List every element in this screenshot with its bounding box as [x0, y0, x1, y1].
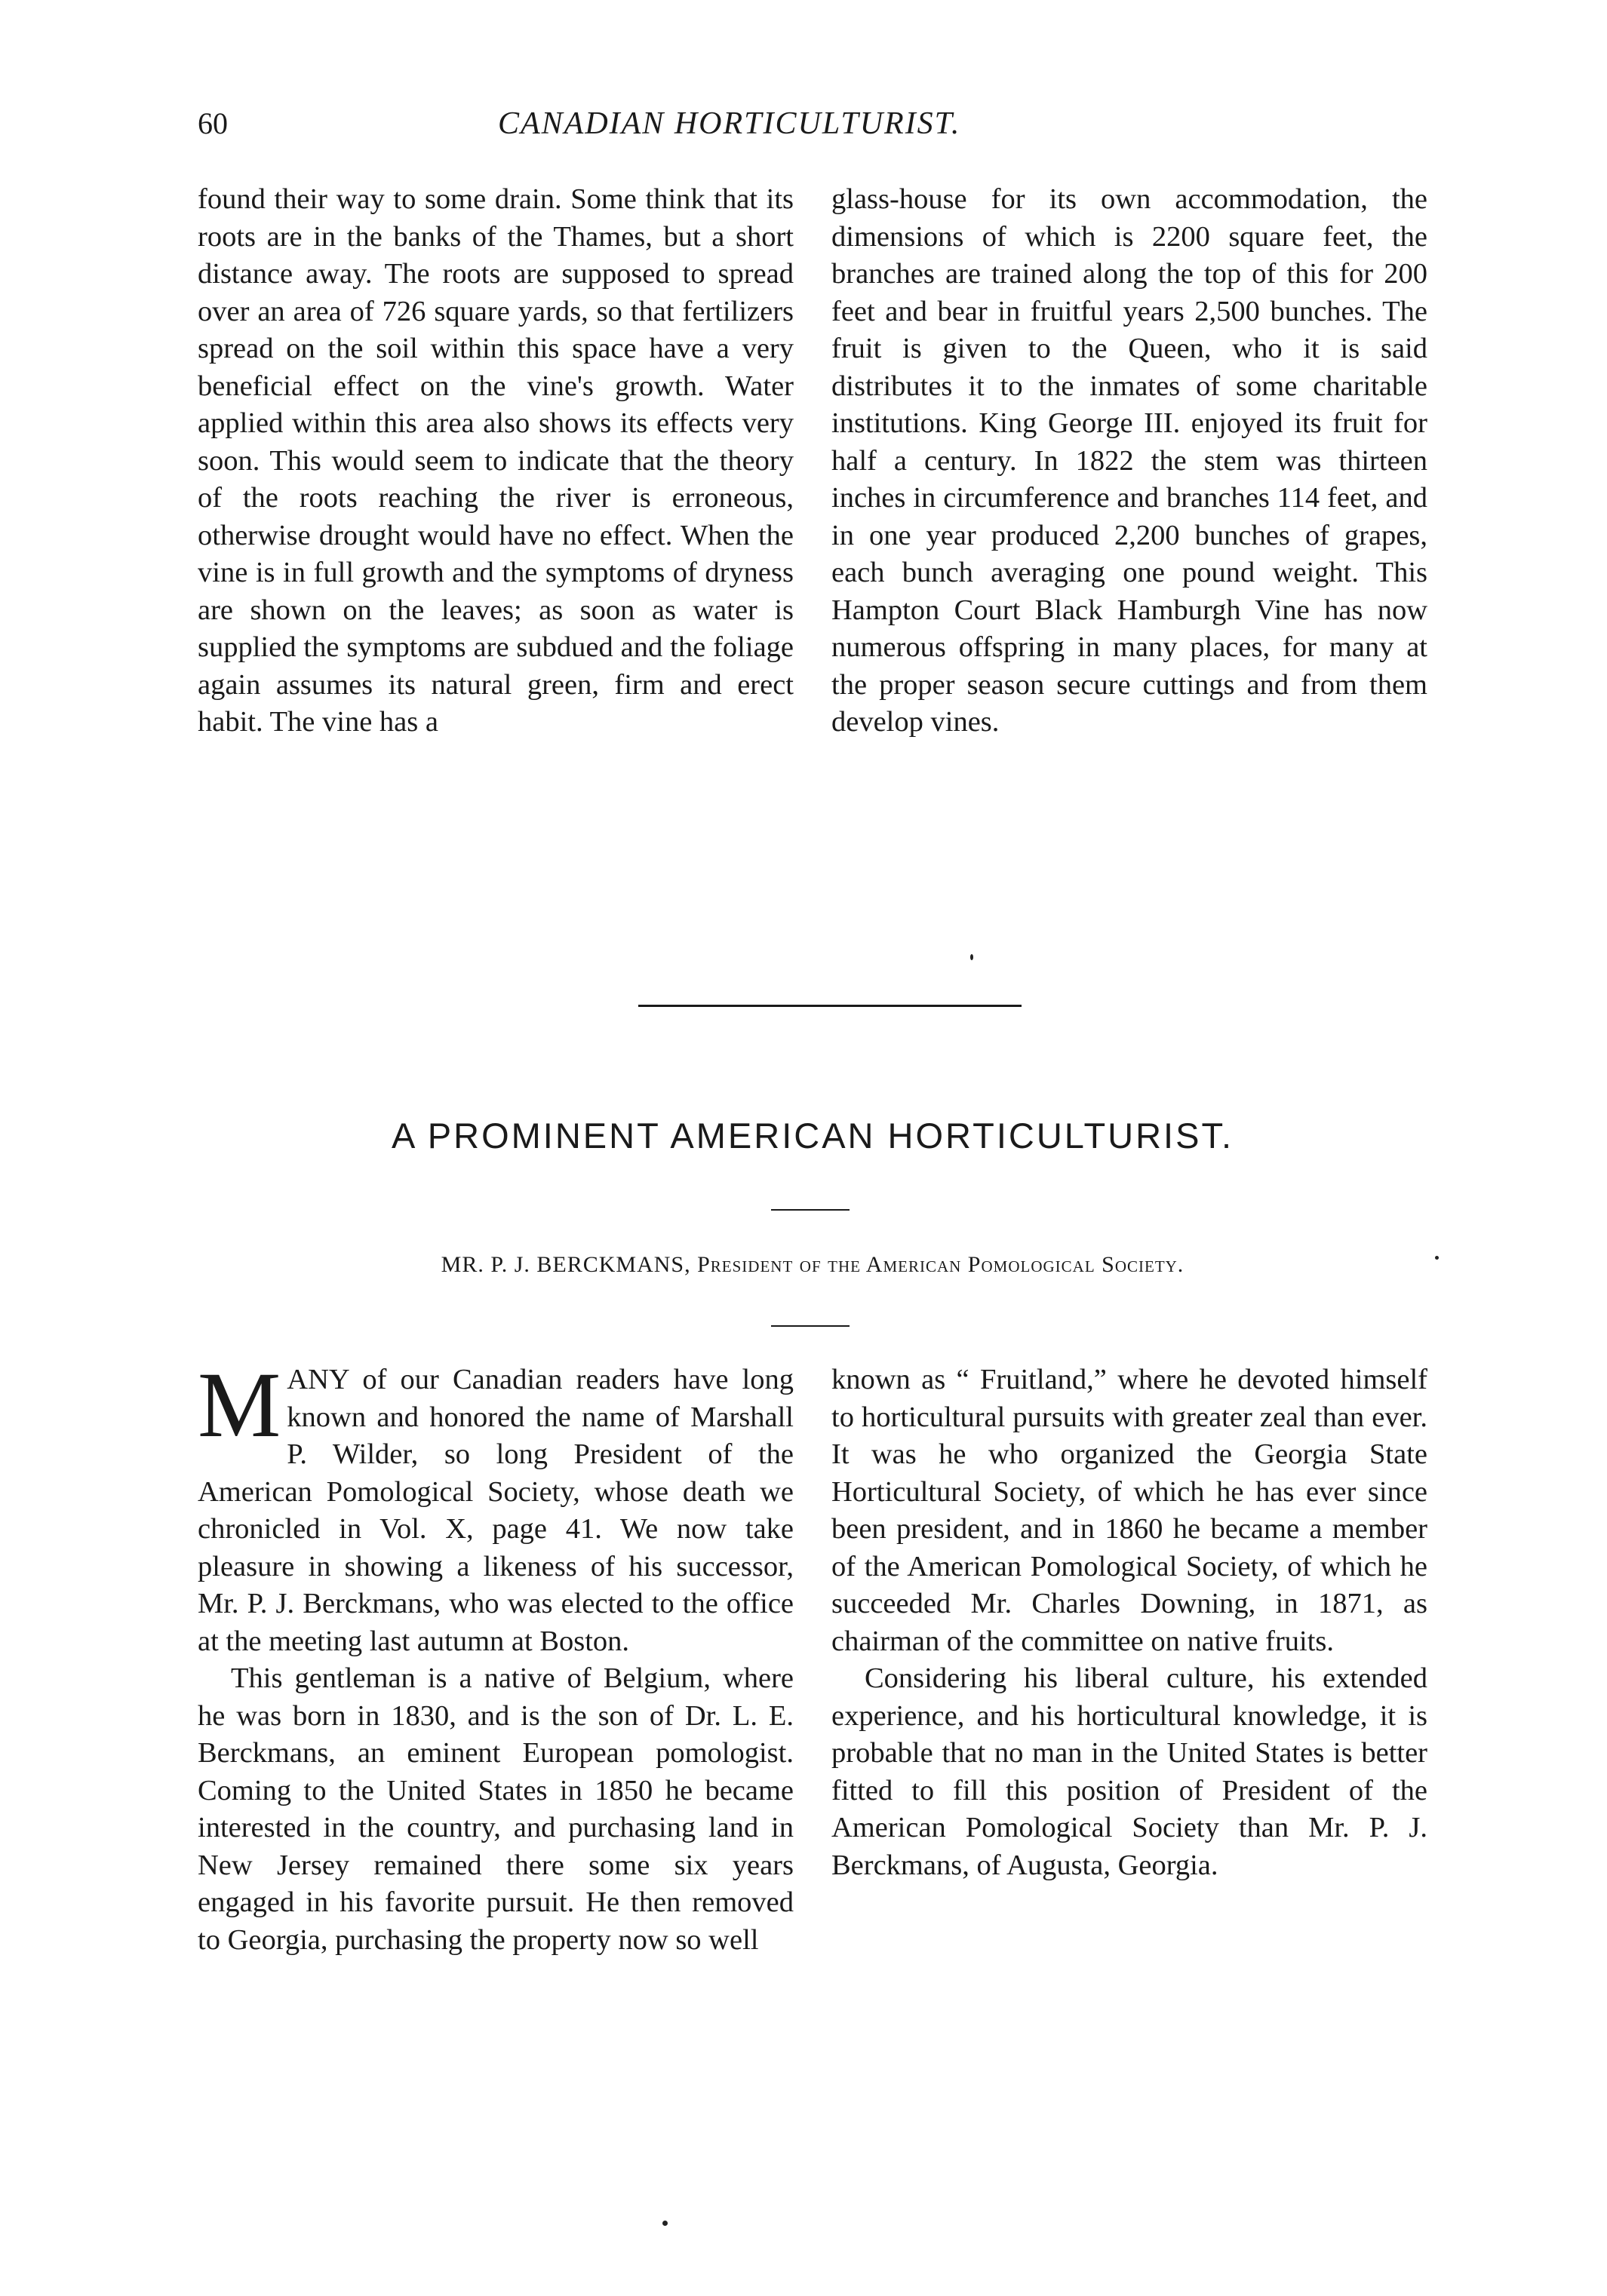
article-title: A PROMINENT AMERICAN HORTICULTURIST.	[391, 1116, 1234, 1156]
ink-speck	[1435, 1256, 1439, 1260]
section-divider	[638, 1005, 1022, 1007]
drop-cap: M	[198, 1353, 281, 1456]
article-paragraph-4: Considering his liberal culture, his extended experience, and his horticultural knowledge, it is probable that no man in the United States is better fitted to fill this position of President of the American Pomological Society than Mr. P. J. Berckmans, of Augusta, Georgia.	[831, 1662, 1427, 1881]
article-paragraph-3: known as “ Fruitland,” where he devoted himself to horticultural pursuits with greater zeal than ever. It was he who organized the Georgia State Horticultural Society, of which he has ever since been president, and in 1860 he became a member of the American Pomological Society, of which he succeeded Mr. Charles Downing, in 1871, as chairman of the committee on native fruits.	[831, 1364, 1427, 1657]
subtitle-role: President of the American Pomological Society.	[697, 1252, 1185, 1277]
article-left-column	[198, 1353, 794, 1959]
article-paragraph-1	[198, 1353, 794, 1660]
article-right-column	[831, 1361, 1427, 1884]
page-number: 60	[198, 106, 228, 140]
top-left-paragraph: found their way to some drain. Some think that its roots are in the banks of the Thames, but a short distance away. The roots are supposed to spread over an area of 726 square yards, so that fertilizers spread on the soil within this space have a very beneficial effect on the vine's growth. Water applied within this area also shows its effects very soon. This would seem to indicate that the theory of the roots reaching the river is erroneous, otherwise drought would have no effect. When the vine is in full growth and the symptoms of dryness are shown on the leaves; as soon as water is supplied the symptoms are subdued and the foliage again assumes its natural green, firm and erect habit. The vine has a	[198, 183, 794, 738]
ink-speck	[662, 2221, 668, 2226]
top-right-paragraph: glass-house for its own accommodation, the dimensions of which is 2200 square feet, the branches are trained along the top of this for 200 feet and bear in fruitful years 2,500 bunches. The fruit is given to the Queen, who it is said distributes it to the inmates of some charitable institutions. King George III. enjoyed its fruit for half a century. In 1822 the stem was thirteen inches in circumference and branches 114 feet, and in one year produced 2,200 bunches of grapes, each bunch averaging one pound weight. This Hampton Court Black Hamburgh Vine has now numerous offspring in many places, for many at the proper season secure cuttings and from them develop vines.	[831, 183, 1427, 738]
ink-speck	[970, 954, 973, 960]
article-subtitle	[198, 1252, 1427, 1278]
article-paragraph-2: This gentleman is a native of Belgium, where he was born in 1830, and is the son of Dr. L. E. Berckmans, an eminent European pomologist. Coming to the United States in 1850 he became interested in the country, and purchasing land in New Jersey remained there some six years engaged in his favorite pursuit. He then removed to Georgia, purchasing the property now so well	[198, 1662, 794, 1956]
subtitle-rule	[771, 1325, 850, 1327]
top-left-column	[198, 181, 794, 741]
running-title: CANADIAN HORTICULTURIST.	[498, 106, 961, 141]
title-rule	[771, 1209, 850, 1211]
subtitle-name: MR. P. J. BERCKMANS,	[441, 1252, 691, 1277]
paragraph-1-text: ANY of our Canadian readers have long known and honored the name of Marshall P. Wilder, so long President of the American Pomological Society, whose death we chronicled in Vol. X, page 41. We now take pleasure in showing a likeness of his successor, Mr. P. J. Berckmans, who was elected to the office at the meeting last autumn at Boston.	[198, 1364, 794, 1657]
top-right-column	[831, 181, 1427, 741]
